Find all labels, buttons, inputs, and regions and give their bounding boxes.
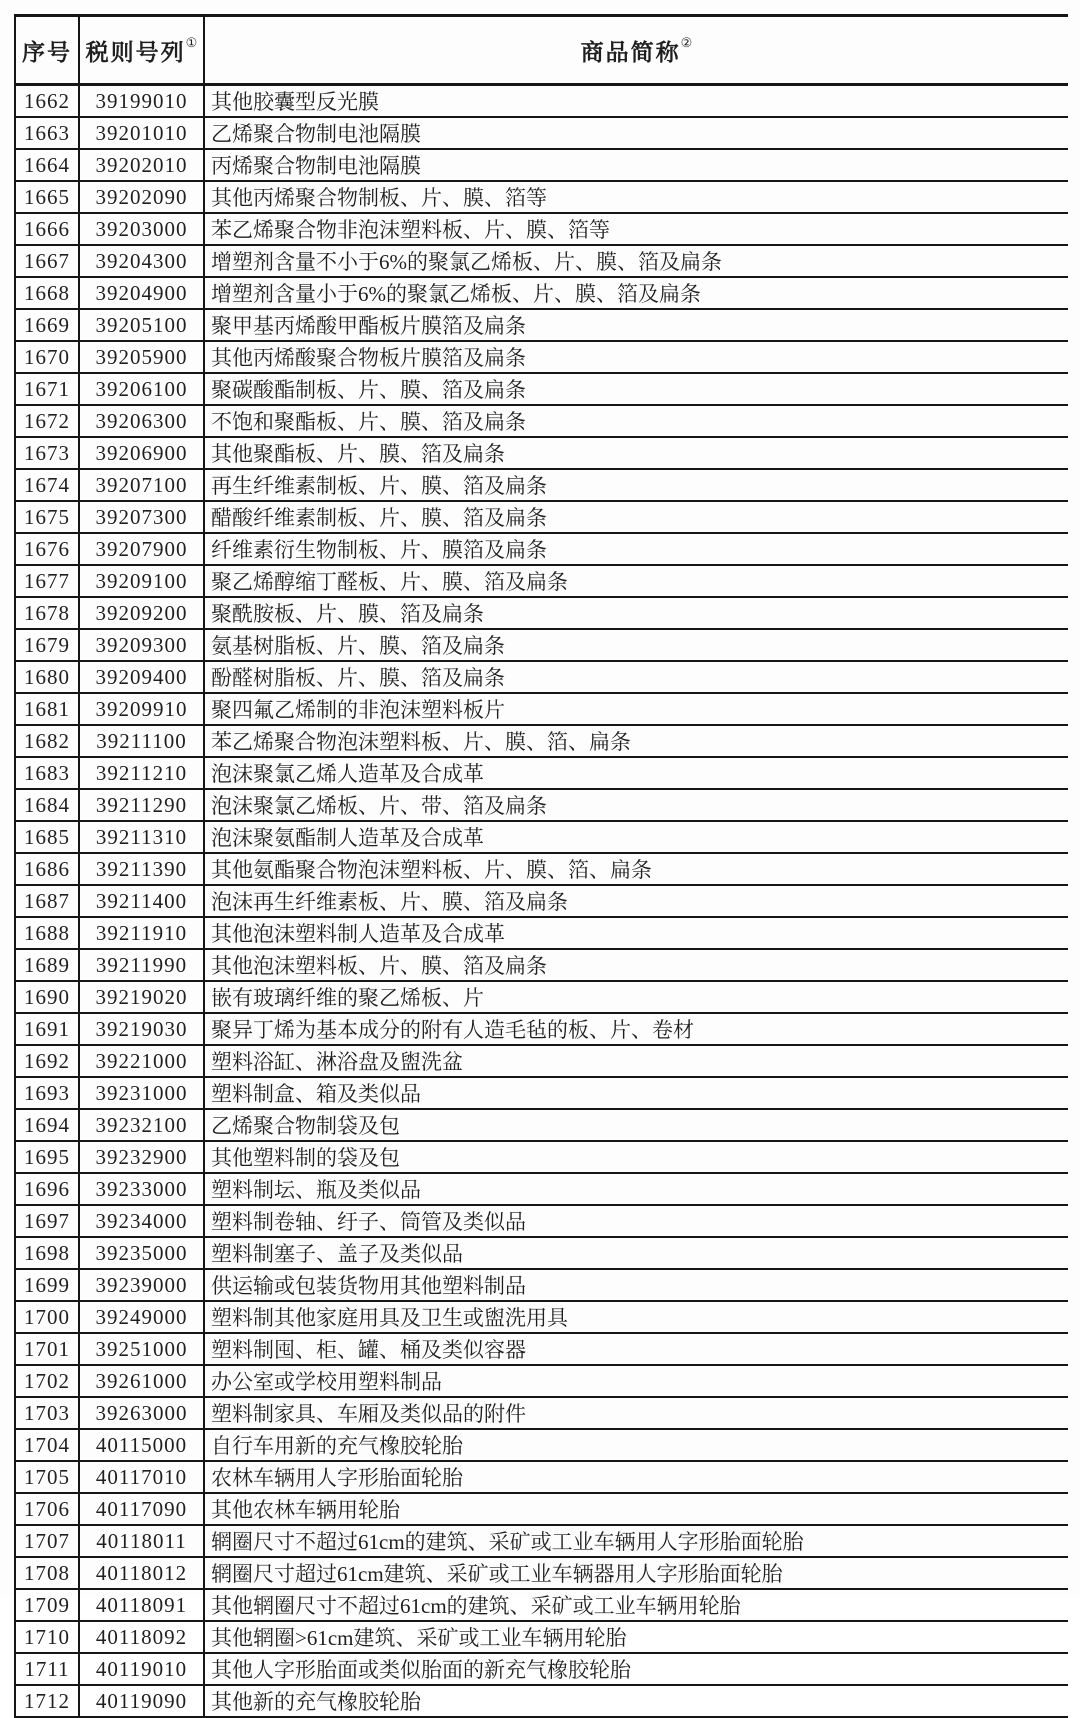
table-row — [15, 1493, 1068, 1525]
table-row — [15, 885, 1068, 917]
table-row — [15, 981, 1068, 1013]
serial-number-cell: 1693 — [15, 1077, 79, 1109]
tariff-code-cell: 39201010 — [79, 117, 204, 149]
product-name-cell: 其他新的充气橡胶轮胎 — [204, 1685, 1068, 1717]
tariff-code-cell: 39249000 — [79, 1301, 204, 1333]
table-row — [15, 181, 1068, 213]
serial-number-cell: 1706 — [15, 1493, 79, 1525]
product-name-cell: 聚酰胺板、片、膜、箔及扁条 — [204, 597, 1068, 629]
serial-number-cell: 1692 — [15, 1045, 79, 1077]
tariff-code-cell: 39207300 — [79, 501, 204, 533]
serial-number-cell: 1668 — [15, 277, 79, 309]
table-row — [15, 437, 1068, 469]
serial-number-cell: 1702 — [15, 1365, 79, 1397]
serial-number-cell: 1709 — [15, 1589, 79, 1621]
tariff-code-cell: 39211390 — [79, 853, 204, 885]
header-tariff-code — [79, 16, 204, 85]
tariff-code-cell: 39211990 — [79, 949, 204, 981]
product-name-cell: 辋圈尺寸不超过61cm的建筑、采矿或工业车辆用人字形胎面轮胎 — [204, 1525, 1068, 1557]
footnote-2-marker: ② — [680, 34, 693, 50]
tariff-code-cell: 39211910 — [79, 917, 204, 949]
product-name-cell: 塑料浴缸、淋浴盘及盥洗盆 — [204, 1045, 1068, 1077]
footnote-1-marker: ① — [185, 34, 198, 50]
serial-number-cell: 1700 — [15, 1301, 79, 1333]
serial-number-cell: 1698 — [15, 1237, 79, 1269]
product-name-cell: 塑料制盒、箱及类似品 — [204, 1077, 1068, 1109]
header-tariff-code-label: 税则号列 — [85, 39, 186, 65]
product-name-cell: 办公室或学校用塑料制品 — [204, 1365, 1068, 1397]
product-name-cell: 丙烯聚合物制电池隔膜 — [204, 149, 1068, 181]
serial-number-cell: 1696 — [15, 1173, 79, 1205]
table-row — [15, 661, 1068, 693]
serial-number-cell: 1664 — [15, 149, 79, 181]
header-product-name-label: 商品简称 — [580, 39, 681, 65]
header-serial-label: 序号 — [22, 39, 72, 65]
serial-number-cell: 1671 — [15, 373, 79, 405]
tariff-code-cell: 39209100 — [79, 565, 204, 597]
table-row — [15, 213, 1068, 245]
table-row — [15, 1077, 1068, 1109]
product-name-cell: 其他泡沫塑料制人造革及合成革 — [204, 917, 1068, 949]
tariff-code-cell: 40117090 — [79, 1493, 204, 1525]
table-row — [15, 757, 1068, 789]
product-name-cell: 乙烯聚合物制电池隔膜 — [204, 117, 1068, 149]
table-row — [15, 1333, 1068, 1365]
tariff-code-cell: 39239000 — [79, 1269, 204, 1301]
table-row — [15, 1237, 1068, 1269]
serial-number-cell: 1687 — [15, 885, 79, 917]
product-name-cell: 乙烯聚合物制袋及包 — [204, 1109, 1068, 1141]
table-row — [15, 1205, 1068, 1237]
tariff-code-cell: 39209910 — [79, 693, 204, 725]
tariff-code-cell: 40118092 — [79, 1621, 204, 1653]
product-name-cell: 塑料制囤、柜、罐、桶及类似容器 — [204, 1333, 1068, 1365]
product-name-cell: 辋圈尺寸超过61cm建筑、采矿或工业车辆器用人字形胎面轮胎 — [204, 1557, 1068, 1589]
table-row — [15, 309, 1068, 341]
product-name-cell: 聚碳酸酯制板、片、膜、箔及扁条 — [204, 373, 1068, 405]
table-row — [15, 1589, 1068, 1621]
table-row — [15, 1685, 1068, 1717]
product-name-cell: 聚异丁烯为基本成分的附有人造毛毡的板、片、卷材 — [204, 1013, 1068, 1045]
table-row — [15, 1621, 1068, 1653]
table-row — [15, 821, 1068, 853]
table-row — [15, 85, 1068, 118]
product-name-cell: 泡沫聚氨酯制人造革及合成革 — [204, 821, 1068, 853]
tariff-code-cell: 39234000 — [79, 1205, 204, 1237]
serial-number-cell: 1712 — [15, 1685, 79, 1717]
serial-number-cell: 1682 — [15, 725, 79, 757]
product-name-cell: 增塑剂含量不小于6%的聚氯乙烯板、片、膜、箔及扁条 — [204, 245, 1068, 277]
table-row — [15, 1141, 1068, 1173]
tariff-code-cell: 39235000 — [79, 1237, 204, 1269]
product-name-cell: 其他丙烯酸聚合物板片膜箔及扁条 — [204, 341, 1068, 373]
table-row — [15, 917, 1068, 949]
table-row — [15, 1429, 1068, 1461]
serial-number-cell: 1676 — [15, 533, 79, 565]
table-row — [15, 1461, 1068, 1493]
serial-number-cell: 1703 — [15, 1397, 79, 1429]
product-name-cell: 其他泡沫塑料板、片、膜、箔及扁条 — [204, 949, 1068, 981]
table-row — [15, 277, 1068, 309]
product-name-cell: 聚乙烯醇缩丁醛板、片、膜、箔及扁条 — [204, 565, 1068, 597]
table-body — [15, 85, 1068, 1718]
product-name-cell: 其他人字形胎面或类似胎面的新充气橡胶轮胎 — [204, 1653, 1068, 1685]
serial-number-cell: 1701 — [15, 1333, 79, 1365]
table-row — [15, 693, 1068, 725]
product-name-cell: 酚醛树脂板、片、膜、箔及扁条 — [204, 661, 1068, 693]
serial-number-cell: 1679 — [15, 629, 79, 661]
header-serial-number — [15, 16, 79, 85]
product-name-cell: 其他辋圈尺寸不超过61cm的建筑、采矿或工业车辆用轮胎 — [204, 1589, 1068, 1621]
product-name-cell: 供运输或包装货物用其他塑料制品 — [204, 1269, 1068, 1301]
tariff-code-cell: 39206100 — [79, 373, 204, 405]
serial-number-cell: 1711 — [15, 1653, 79, 1685]
product-name-cell: 其他塑料制的袋及包 — [204, 1141, 1068, 1173]
product-name-cell: 其他辋圈>61cm建筑、采矿或工业车辆用轮胎 — [204, 1621, 1068, 1653]
product-name-cell: 塑料制坛、瓶及类似品 — [204, 1173, 1068, 1205]
tariff-code-cell: 39205900 — [79, 341, 204, 373]
product-name-cell: 泡沫聚氯乙烯人造革及合成革 — [204, 757, 1068, 789]
table-row — [15, 789, 1068, 821]
table-row — [15, 1173, 1068, 1205]
header-row — [15, 16, 1068, 85]
serial-number-cell: 1678 — [15, 597, 79, 629]
tariff-code-cell: 39206900 — [79, 437, 204, 469]
product-name-cell: 聚甲基丙烯酸甲酯板片膜箔及扁条 — [204, 309, 1068, 341]
product-name-cell: 再生纤维素制板、片、膜、箔及扁条 — [204, 469, 1068, 501]
product-name-cell: 嵌有玻璃纤维的聚乙烯板、片 — [204, 981, 1068, 1013]
serial-number-cell: 1691 — [15, 1013, 79, 1045]
tariff-code-cell: 39207100 — [79, 469, 204, 501]
serial-number-cell: 1685 — [15, 821, 79, 853]
serial-number-cell: 1680 — [15, 661, 79, 693]
table-row — [15, 1045, 1068, 1077]
product-name-cell: 纤维素衍生物制板、片、膜箔及扁条 — [204, 533, 1068, 565]
tariff-code-cell: 40119010 — [79, 1653, 204, 1685]
serial-number-cell: 1689 — [15, 949, 79, 981]
tariff-code-cell: 39199010 — [79, 85, 204, 118]
serial-number-cell: 1669 — [15, 309, 79, 341]
table-row — [15, 1301, 1068, 1333]
product-name-cell: 塑料制家具、车厢及类似品的附件 — [204, 1397, 1068, 1429]
product-name-cell: 增塑剂含量小于6%的聚氯乙烯板、片、膜、箔及扁条 — [204, 277, 1068, 309]
tariff-code-cell: 40118091 — [79, 1589, 204, 1621]
tariff-code-cell: 40119090 — [79, 1685, 204, 1717]
table-row — [15, 565, 1068, 597]
table-row — [15, 341, 1068, 373]
tariff-code-cell: 39209400 — [79, 661, 204, 693]
table-row — [15, 1013, 1068, 1045]
serial-number-cell: 1666 — [15, 213, 79, 245]
tariff-code-cell: 39232900 — [79, 1141, 204, 1173]
product-name-cell: 聚四氟乙烯制的非泡沫塑料板片 — [204, 693, 1068, 725]
table-row — [15, 469, 1068, 501]
serial-number-cell: 1662 — [15, 85, 79, 118]
tariff-code-cell: 39261000 — [79, 1365, 204, 1397]
tariff-code-cell: 39205100 — [79, 309, 204, 341]
tariff-code-cell: 39221000 — [79, 1045, 204, 1077]
serial-number-cell: 1670 — [15, 341, 79, 373]
tariff-code-cell: 40115000 — [79, 1429, 204, 1461]
tariff-code-cell: 39219030 — [79, 1013, 204, 1045]
product-name-cell: 泡沫聚氯乙烯板、片、带、箔及扁条 — [204, 789, 1068, 821]
serial-number-cell: 1683 — [15, 757, 79, 789]
table-row — [15, 629, 1068, 661]
table-row — [15, 533, 1068, 565]
tariff-code-cell: 39251000 — [79, 1333, 204, 1365]
table-row — [15, 245, 1068, 277]
tariff-code-cell: 39209200 — [79, 597, 204, 629]
product-name-cell: 其他聚酯板、片、膜、箔及扁条 — [204, 437, 1068, 469]
serial-number-cell: 1688 — [15, 917, 79, 949]
table-row — [15, 1269, 1068, 1301]
serial-number-cell: 1684 — [15, 789, 79, 821]
tariff-code-cell: 40118011 — [79, 1525, 204, 1557]
serial-number-cell: 1675 — [15, 501, 79, 533]
tariff-code-cell: 39231000 — [79, 1077, 204, 1109]
table-row — [15, 949, 1068, 981]
product-name-cell: 其他农林车辆用轮胎 — [204, 1493, 1068, 1525]
tariff-table — [14, 14, 1068, 1718]
tariff-code-cell: 39209300 — [79, 629, 204, 661]
serial-number-cell: 1681 — [15, 693, 79, 725]
table-row — [15, 1397, 1068, 1429]
tariff-code-cell: 39263000 — [79, 1397, 204, 1429]
serial-number-cell: 1697 — [15, 1205, 79, 1237]
tariff-code-cell: 40117010 — [79, 1461, 204, 1493]
tariff-code-cell: 39211210 — [79, 757, 204, 789]
serial-number-cell: 1707 — [15, 1525, 79, 1557]
product-name-cell: 泡沫再生纤维素板、片、膜、箔及扁条 — [204, 885, 1068, 917]
tariff-code-cell: 39211400 — [79, 885, 204, 917]
table-row — [15, 373, 1068, 405]
tariff-code-cell: 39211100 — [79, 725, 204, 757]
tariff-code-cell: 39233000 — [79, 1173, 204, 1205]
product-name-cell: 其他氨酯聚合物泡沫塑料板、片、膜、箔、扁条 — [204, 853, 1068, 885]
tariff-code-cell: 39202010 — [79, 149, 204, 181]
table-row — [15, 117, 1068, 149]
tariff-code-cell: 39202090 — [79, 181, 204, 213]
product-name-cell: 苯乙烯聚合物泡沫塑料板、片、膜、箔、扁条 — [204, 725, 1068, 757]
product-name-cell: 醋酸纤维素制板、片、膜、箔及扁条 — [204, 501, 1068, 533]
tariff-code-cell: 39203000 — [79, 213, 204, 245]
product-name-cell: 苯乙烯聚合物非泡沫塑料板、片、膜、箔等 — [204, 213, 1068, 245]
product-name-cell: 自行车用新的充气橡胶轮胎 — [204, 1429, 1068, 1461]
serial-number-cell: 1710 — [15, 1621, 79, 1653]
product-name-cell: 塑料制塞子、盖子及类似品 — [204, 1237, 1068, 1269]
table-row — [15, 1525, 1068, 1557]
serial-number-cell: 1694 — [15, 1109, 79, 1141]
table-row — [15, 501, 1068, 533]
serial-number-cell: 1704 — [15, 1429, 79, 1461]
table-row — [15, 149, 1068, 181]
product-name-cell: 不饱和聚酯板、片、膜、箔及扁条 — [204, 405, 1068, 437]
table-row — [15, 1557, 1068, 1589]
table-row — [15, 853, 1068, 885]
table-row — [15, 1365, 1068, 1397]
serial-number-cell: 1690 — [15, 981, 79, 1013]
serial-number-cell: 1665 — [15, 181, 79, 213]
table-row — [15, 405, 1068, 437]
product-name-cell: 农林车辆用人字形胎面轮胎 — [204, 1461, 1068, 1493]
tariff-code-cell: 39204900 — [79, 277, 204, 309]
tariff-code-cell: 39206300 — [79, 405, 204, 437]
serial-number-cell: 1699 — [15, 1269, 79, 1301]
table-row — [15, 725, 1068, 757]
product-name-cell: 塑料制卷轴、纡子、筒管及类似品 — [204, 1205, 1068, 1237]
product-name-cell: 其他丙烯聚合物制板、片、膜、箔等 — [204, 181, 1068, 213]
serial-number-cell: 1677 — [15, 565, 79, 597]
tariff-code-cell: 40118012 — [79, 1557, 204, 1589]
tariff-code-cell: 39207900 — [79, 533, 204, 565]
table-row — [15, 597, 1068, 629]
serial-number-cell: 1708 — [15, 1557, 79, 1589]
serial-number-cell: 1674 — [15, 469, 79, 501]
serial-number-cell: 1667 — [15, 245, 79, 277]
product-name-cell: 塑料制其他家庭用具及卫生或盥洗用具 — [204, 1301, 1068, 1333]
serial-number-cell: 1673 — [15, 437, 79, 469]
tariff-code-cell: 39204300 — [79, 245, 204, 277]
table-row — [15, 1653, 1068, 1685]
serial-number-cell: 1663 — [15, 117, 79, 149]
tariff-code-cell: 39219020 — [79, 981, 204, 1013]
serial-number-cell: 1695 — [15, 1141, 79, 1173]
tariff-code-cell: 39211290 — [79, 789, 204, 821]
serial-number-cell: 1672 — [15, 405, 79, 437]
product-name-cell: 其他胶囊型反光膜 — [204, 85, 1068, 118]
product-name-cell: 氨基树脂板、片、膜、箔及扁条 — [204, 629, 1068, 661]
header-product-name — [204, 16, 1068, 85]
serial-number-cell: 1705 — [15, 1461, 79, 1493]
tariff-code-cell: 39232100 — [79, 1109, 204, 1141]
tariff-code-cell: 39211310 — [79, 821, 204, 853]
serial-number-cell: 1686 — [15, 853, 79, 885]
table-row — [15, 1109, 1068, 1141]
